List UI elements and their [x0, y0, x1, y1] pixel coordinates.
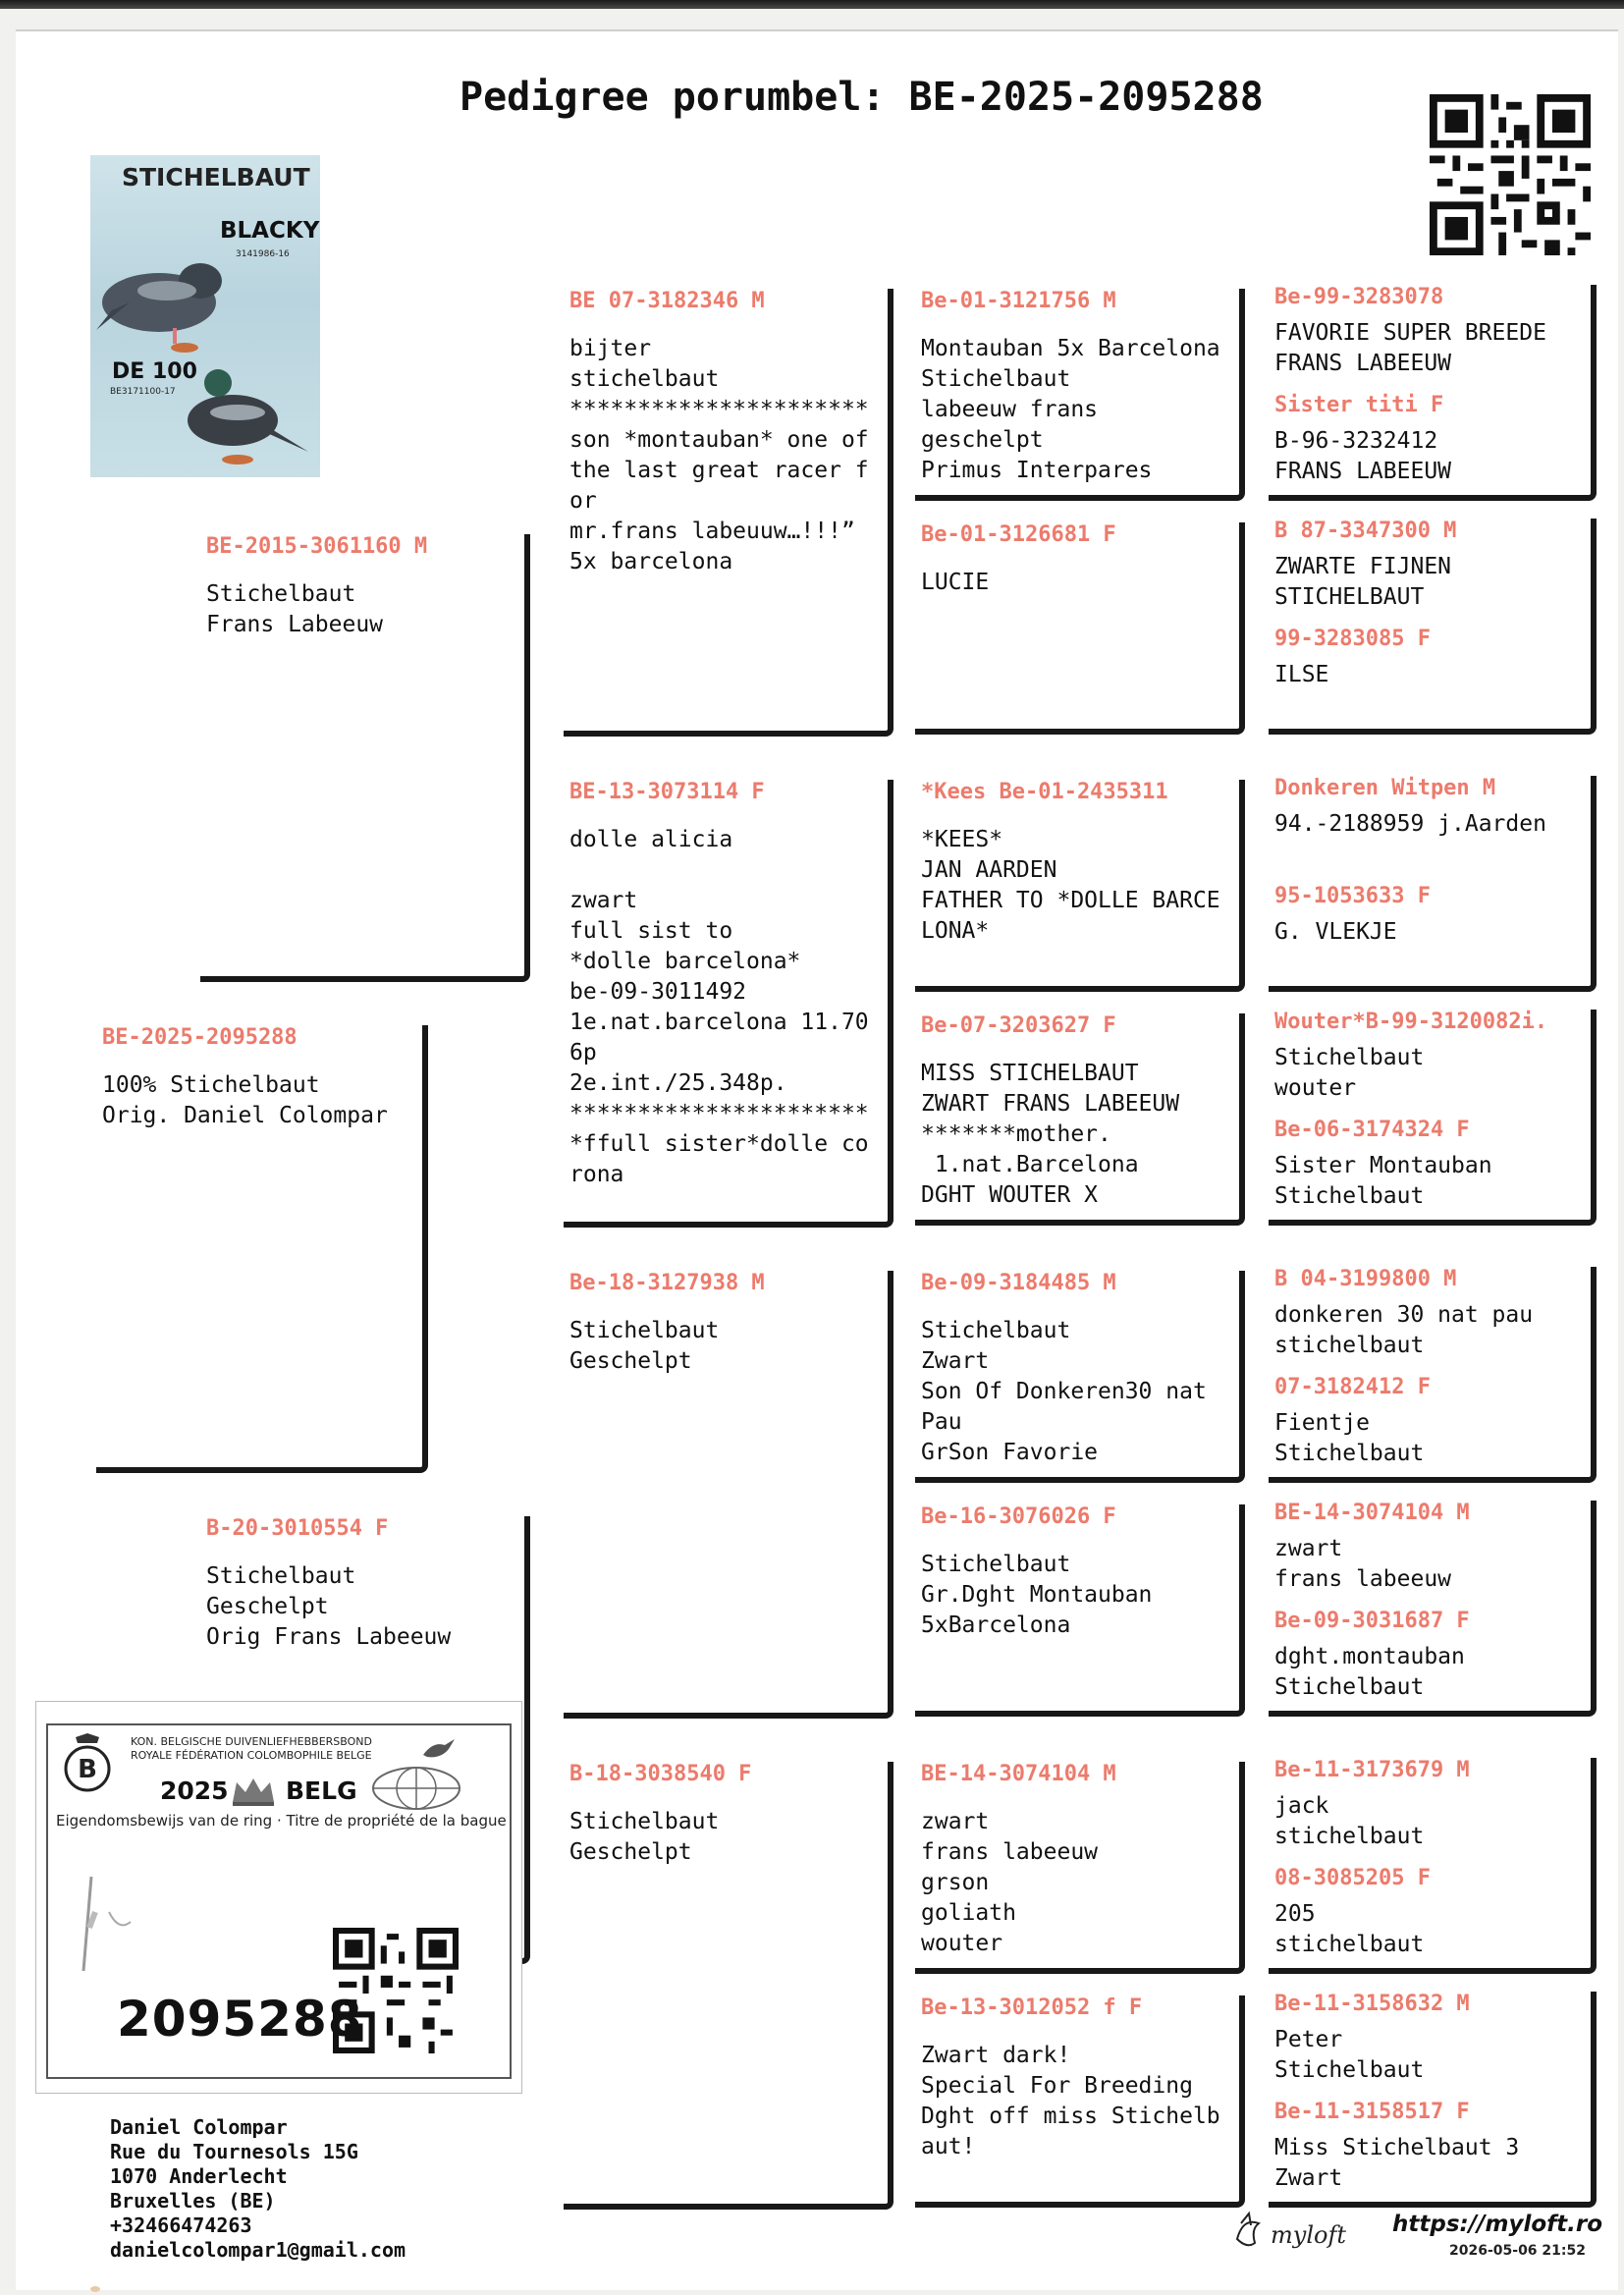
ring-number: Sister titi F	[1274, 393, 1444, 417]
pedigree-card-gen4[interactable]	[915, 522, 1245, 735]
photo-ring-number-2: BE3171100-17	[110, 387, 176, 397]
pigeon-notes: zwart frans labeeuw grson goliath wouter	[921, 1809, 1099, 1956]
pigeon-notes: Fientje Stichelbaut	[1274, 1410, 1425, 1466]
pigeon-notes: Stichelbaut Frans Labeeuw	[206, 581, 384, 637]
ring-number: Be-09-3184485 M	[921, 1271, 1116, 1295]
photo-brand-label: STICHELBAUT	[122, 163, 310, 191]
ring-number: Be-09-3031687 F	[1274, 1609, 1470, 1633]
pigeon-notes: jack stichelbaut	[1274, 1793, 1425, 1849]
ring-number: Be-16-3076026 F	[921, 1504, 1116, 1529]
myloft-pigeon-icon	[1229, 2210, 1386, 2253]
pedigree-card-gen3[interactable]	[564, 1762, 893, 2210]
pedigree-card-gen5[interactable]	[1269, 519, 1597, 735]
ring-number: Be-18-3127938 M	[569, 1271, 765, 1295]
certificate-country: BELG	[286, 1776, 357, 1805]
owner-contact: Daniel Colompar Rue du Tournesols 15G 1070 Anderlecht Bruxelles (BE) +32466474263 danielcolompar1@gmail.com	[110, 2115, 406, 2262]
pigeon-notes: MISS STICHELBAUT ZWART FRANS LABEEUW *******mother. 1.nat.Barcelona DGHT WOUTER X	[921, 1061, 1180, 1208]
pigeon-notes: donkeren 30 nat pau stichelbaut	[1274, 1302, 1534, 1358]
ring-number: Be-01-3126681 F	[921, 522, 1116, 547]
pigeon-illustration	[90, 155, 320, 477]
ring-certificate	[35, 1701, 522, 2094]
pigeon-notes: 205 stichelbaut	[1274, 1901, 1425, 1957]
pedigree-card-gen5[interactable]	[1269, 1501, 1597, 1717]
ring-number: 08-3085205 F	[1274, 1866, 1431, 1890]
pedigree-card-gen4[interactable]	[915, 1271, 1245, 1483]
ring-number: B-18-3038540 F	[569, 1762, 752, 1786]
ring-number: Wouter*B-99-3120082i.	[1274, 1010, 1548, 1034]
pigeon-notes: Sister Montauban Stichelbaut	[1274, 1153, 1492, 1209]
ring-number: B 04-3199800 M	[1274, 1267, 1457, 1291]
pigeon-notes: ZWARTE FIJNEN STICHELBAUT	[1274, 554, 1452, 610]
ring-number: BE-14-3074104 M	[1274, 1501, 1470, 1525]
globe-icon	[370, 1765, 462, 1812]
ring-number: Be-11-3173679 M	[1274, 1758, 1470, 1782]
ring-number: BE 07-3182346 M	[569, 289, 765, 313]
footer-timestamp: 2026-05-06 21:52	[1449, 2243, 1586, 2259]
pedigree-card-subject[interactable]	[96, 1025, 428, 1473]
pigeon-notes: FAVORIE SUPER BREEDE FRANS LABEEUW	[1274, 320, 1546, 376]
federation-logo-icon	[58, 1733, 117, 1794]
ring-hologram-icon	[62, 1873, 140, 1981]
paper-stain	[90, 2286, 100, 2292]
pigeon-notes: Stichelbaut wouter	[1274, 1045, 1425, 1101]
pigeon-photo	[90, 155, 320, 477]
ring-number-large: 2095288	[117, 1991, 363, 2048]
pigeon-notes: G. VLEKJE	[1274, 919, 1397, 945]
ring-number: Be-11-3158517 F	[1274, 2100, 1470, 2124]
ring-number: Be-11-3158632 M	[1274, 1992, 1470, 2016]
pigeon-notes: Zwart dark! Special For Breeding Dght off miss Stichelb aut!	[921, 2043, 1220, 2159]
ring-number: 99-3283085 F	[1274, 627, 1431, 651]
page-title: Pedigree porumbel: BE-2025-2095288	[460, 75, 1264, 120]
ring-number: Be-99-3283078	[1274, 285, 1444, 309]
ring-number: *Kees Be-01-2435311	[921, 780, 1168, 804]
certificate-card	[46, 1723, 512, 2079]
pigeon-notes: ILSE	[1274, 662, 1329, 687]
ring-number: Be-07-3203627 F	[921, 1013, 1116, 1038]
pedigree-card-gen3[interactable]	[564, 289, 893, 737]
pigeon-notes: 94.-2188959 j.Aarden	[1274, 811, 1546, 837]
ring-number: 07-3182412 F	[1274, 1375, 1431, 1399]
pedigree-card-gen4[interactable]	[915, 1762, 1245, 1974]
pigeon-notes: Stichelbaut Geschelpt	[569, 1809, 720, 1865]
pigeon-notes: Stichelbaut Zwart Son Of Donkeren30 nat Pau GrSon Favorie	[921, 1318, 1207, 1465]
pigeon-notes: 100% Stichelbaut Orig. Daniel Colompar	[102, 1072, 388, 1128]
pedigree-card-gen3[interactable]	[564, 780, 893, 1228]
scan-top-edge	[0, 0, 1624, 9]
pigeon-notes: dolle alicia zwart full sist to *dolle barcelona* be-09-3011492 1e.nat.barcelona 11.70 6p 2e.int./25.348p. ********************** *ffull sister*dolle co rona	[569, 827, 869, 1187]
photo-pigeon-name-2: DE 100	[112, 359, 197, 384]
pedigree-card-gen3[interactable]	[564, 1271, 893, 1719]
certificate-org-fr: ROYALE FÉDÉRATION COLOMBOPHILE BELGE	[131, 1749, 372, 1762]
pigeon-notes: dght.montauban Stichelbaut	[1274, 1644, 1465, 1700]
qr-code-icon	[1430, 94, 1591, 255]
certificate-caption: Eigendomsbewijs van de ring · Titre de propriété de la bague	[56, 1812, 507, 1830]
ring-number: Be-01-3121756 M	[921, 289, 1116, 313]
pigeon-notes: Miss Stichelbaut 3 Zwart	[1274, 2135, 1520, 2191]
pedigree-card-gen4[interactable]	[915, 1013, 1245, 1226]
pedigree-card-gen4[interactable]	[915, 780, 1245, 992]
ring-number: Donkeren Witpen M	[1274, 776, 1496, 800]
pigeon-notes: LUCIE	[921, 570, 990, 595]
pigeon-notes: Stichelbaut Geschelpt	[569, 1318, 720, 1374]
pigeon-notes: B-96-3232412 FRANS LABEEUW	[1274, 428, 1452, 484]
photo-ring-number: 3141986-16	[236, 249, 290, 259]
ring-number: BE-14-3074104 M	[921, 1762, 1116, 1786]
pedigree-card-sire[interactable]	[200, 534, 530, 982]
ring-number: BE-2015-3061160 M	[206, 534, 428, 559]
pigeon-notes: Stichelbaut Geschelpt Orig Frans Labeeuw	[206, 1563, 452, 1650]
crown-icon	[229, 1775, 278, 1808]
ring-number: Be-06-3174324 F	[1274, 1118, 1470, 1142]
pigeon-notes: bijter stichelbaut ********************** son *montauban* one of the last great racer f or mr.frans labeuuw…!!!” 5x barcelona	[569, 336, 869, 574]
pigeon-notes: Stichelbaut Gr.Dght Montauban 5xBarcelona	[921, 1552, 1153, 1638]
pedigree-card-gen5[interactable]	[1269, 1010, 1597, 1226]
photo-pigeon-name: BLACKY	[220, 218, 320, 244]
myloft-wordmark: myloft	[1271, 2221, 1346, 2249]
pedigree-card-gen5[interactable]	[1269, 776, 1597, 992]
pigeon-notes: Peter Stichelbaut	[1274, 2027, 1425, 2083]
pigeon-notes: Montauban 5x Barcelona Stichelbaut labeeuw frans geschelpt Primus Interpares	[921, 336, 1220, 483]
pedigree-card-gen4[interactable]	[915, 289, 1245, 501]
pigeon-notes: *KEES* JAN AARDEN FATHER TO *DOLLE BARCE LONA*	[921, 827, 1220, 944]
ring-number: B 87-3347300 M	[1274, 519, 1457, 543]
pedigree-card-gen5[interactable]	[1269, 1267, 1597, 1483]
pedigree-card-gen4[interactable]	[915, 1504, 1245, 1717]
certificate-org-nl: KON. BELGISCHE DUIVENLIEFHEBBERSBOND	[131, 1735, 372, 1748]
ring-number: B-20-3010554 F	[206, 1516, 389, 1541]
certificate-year: 2025	[160, 1776, 229, 1805]
ring-number: Be-13-3012052 f F	[921, 1995, 1143, 2020]
ring-number: 95-1053633 F	[1274, 884, 1431, 908]
footer-url: https://myloft.ro	[1392, 2212, 1603, 2237]
pigeon-notes: zwart frans labeeuw	[1274, 1536, 1452, 1592]
ring-number: BE-2025-2095288	[102, 1025, 298, 1050]
myloft-logo	[1229, 2210, 1386, 2257]
pedigree-card-gen5[interactable]	[1269, 285, 1597, 501]
pedigree-card-gen5[interactable]	[1269, 1758, 1597, 1974]
pedigree-card-gen5[interactable]	[1269, 1992, 1597, 2208]
ring-number: BE-13-3073114 F	[569, 780, 765, 804]
svg-text:B: B	[78, 1755, 97, 1784]
pigeon-emblem-icon	[419, 1735, 459, 1763]
pedigree-card-gen4[interactable]	[915, 1995, 1245, 2208]
